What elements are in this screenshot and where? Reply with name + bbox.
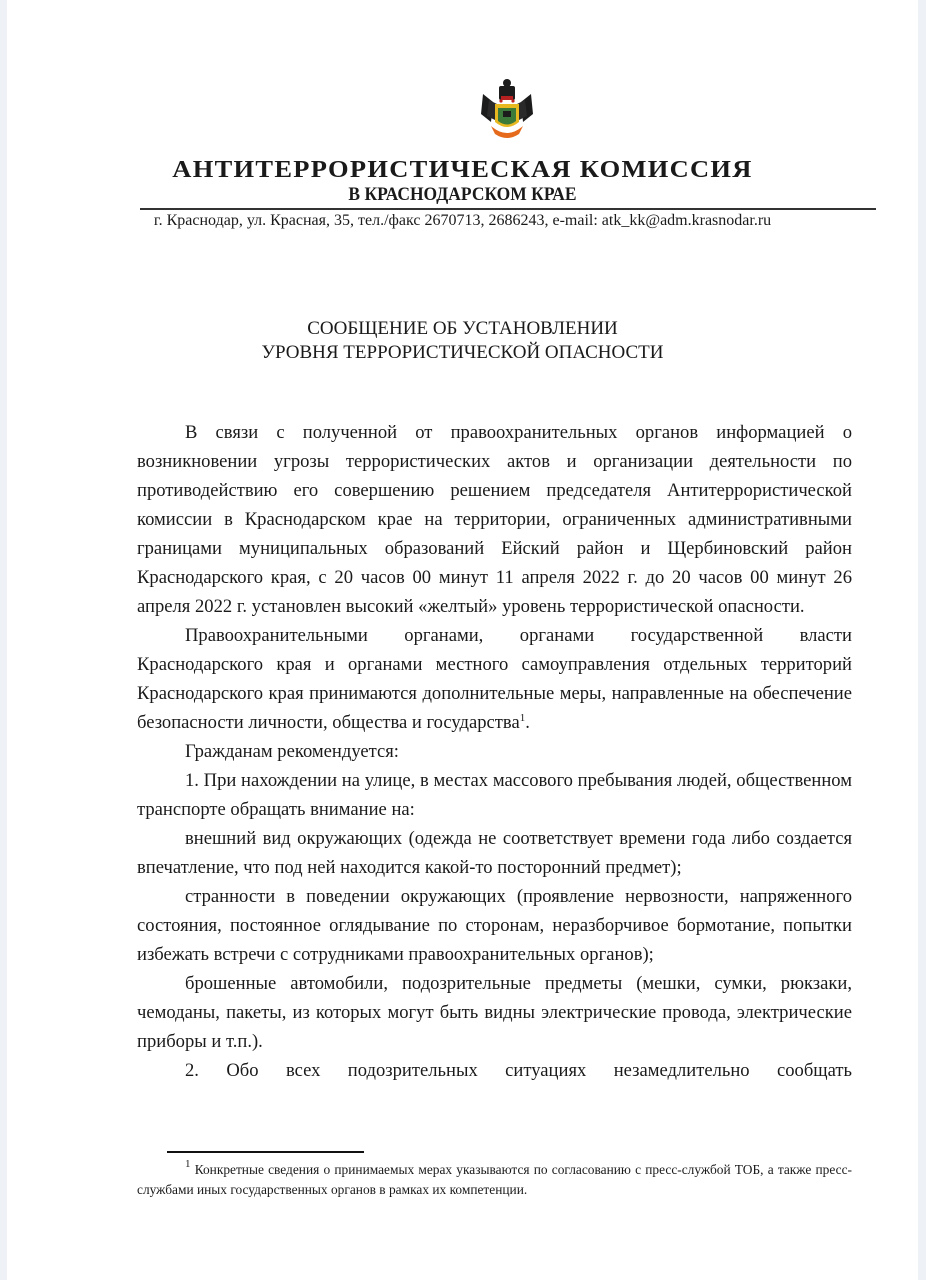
document-title-line-1: СООБЩЕНИЕ ОБ УСТАНОВЛЕНИИ: [307, 318, 618, 339]
footnote-reference[interactable]: 1: [519, 712, 526, 724]
paragraph-behavior: странности в поведении окружающих (проявление нервозности, напряженного состояния, постоянное оглядывание по сторонам, неразборчивое бормотание, попытки избежать встречи с сотрудниками правоохранительных органов);: [137, 886, 852, 965]
paragraph-measures-period: .: [525, 712, 530, 733]
paragraph-item-1: 1. При нахождении на улице, в местах массового пребывания людей, общественном транспорте обращать внимание на:: [137, 770, 852, 820]
document-title: [7, 317, 918, 365]
paragraph-measures: [137, 621, 852, 737]
footnote: [137, 1160, 852, 1200]
footnote-divider: [167, 1151, 364, 1153]
header-divider: [140, 208, 876, 210]
organization-title: АНТИТЕРРОРИСТИЧЕСКАЯ КОМИССИЯ: [172, 156, 753, 183]
paragraph-appearance: внешний вид окружающих (одежда не соответствует времени года либо создается впечатление, что под ней находится какой-то посторонний предмет);: [137, 828, 852, 878]
organization-address: г. Краснодар, ул. Красная, 35, тел./факс 2670713, 2686243, e-mail: atk_kk@adm.krasnodar.ru: [153, 212, 772, 229]
paragraph-recommendations-heading: Гражданам рекомендуется:: [185, 741, 399, 762]
document-title-line-2: УРОВНЯ ТЕРРОРИСТИЧЕСКОЙ ОПАСНОСТИ: [261, 342, 664, 363]
footnote-number: 1: [185, 1158, 191, 1170]
paragraph-measures-text: Правоохранительными органами, органами государственной власти Краснодарского края и органами местного самоуправления отдельных территорий Краснодарского края принимаются дополнительные меры, направленные на обеспечение безопасности личности, общества и государства: [137, 625, 852, 733]
coat-of-arms-icon: [479, 78, 535, 144]
paragraph-announcement: В связи с полученной от правоохранительных органов информацией о возникновении угрозы террористических актов и организации деятельности по противодействию его совершению решением председателя Антитеррористической комиссии в Краснодарском крае на территории, ограниченных административными границами муниципальных образований Ейский район и Щербиновский район Краснодарского края, с 20 часов 00 минут 11 апреля 2022 г. до 20 часов 00 минут 26 апреля 2022 г. установлен высокий «желтый» уровень террористической опасности.: [137, 422, 852, 617]
paragraph-item-2: 2. Обо всех подозрительных ситуациях незамедлительно сообщать: [185, 1060, 852, 1081]
paragraph-abandoned-items: брошенные автомобили, подозрительные предметы (мешки, сумки, рюкзаки, чемоданы, пакеты, из которых могут быть видны электрические провода, электрические приборы и т.п.).: [137, 973, 852, 1052]
document-body: [137, 418, 852, 1085]
organization-subtitle: В КРАСНОДАРСКОМ КРАЕ: [348, 184, 577, 205]
document-page: [7, 0, 918, 1280]
footnote-text: Конкретные сведения о принимаемых мерах указываются по согласованию с пресс-службой ТОБ, а также пресс-службами иных государственных органов в рамках их компетенции.: [137, 1162, 852, 1197]
